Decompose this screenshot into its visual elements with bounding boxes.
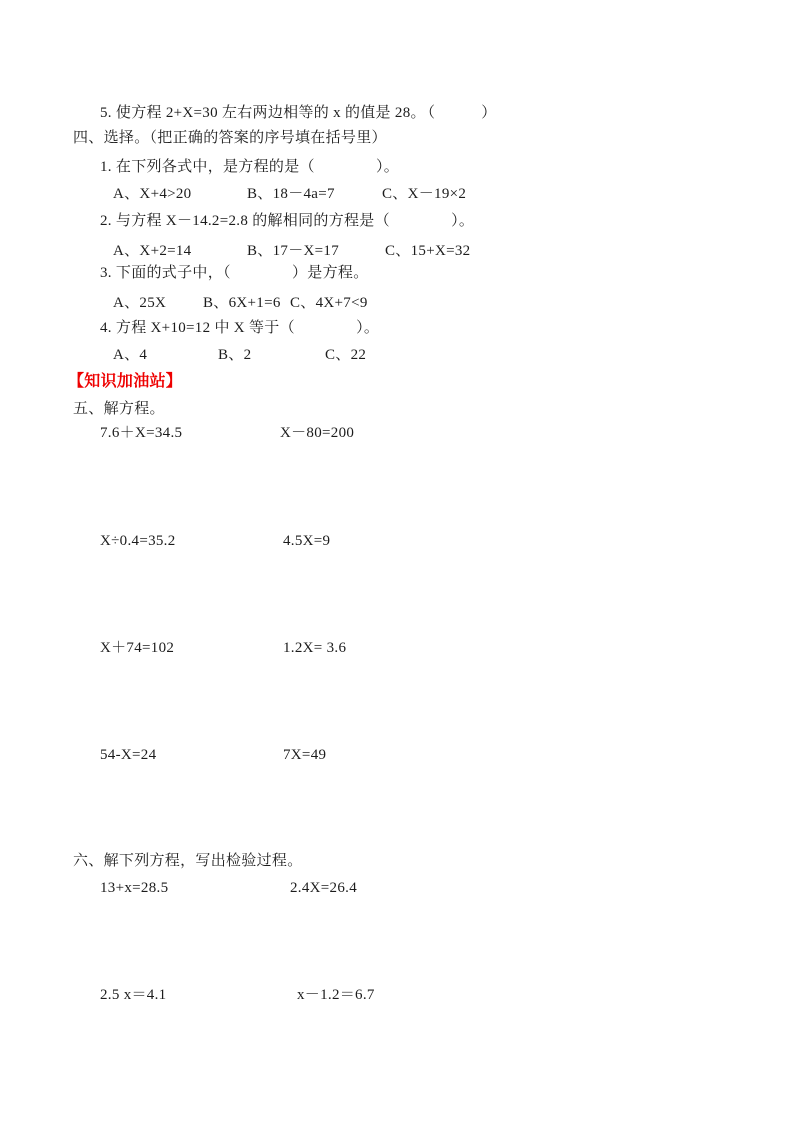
equation-6-1-left: 13+x=28.5 bbox=[100, 880, 169, 896]
question-4-option-c: C、22 bbox=[325, 347, 367, 363]
equation-5-1-right: X－80=200 bbox=[280, 425, 355, 441]
question-1-option-a: A、X+4>20 bbox=[113, 186, 192, 202]
choice-question-4-text: 4. 方程 X+10=12 中 X 等于（ ）。 bbox=[100, 320, 380, 336]
equation-6-2-left: 2.5 x＝4.1 bbox=[100, 987, 167, 1003]
question-2-option-b: B、17－X=17 bbox=[247, 243, 339, 259]
equation-5-2-left: X÷0.4=35.2 bbox=[100, 533, 176, 549]
question-1-option-c: C、X－19×2 bbox=[382, 186, 467, 202]
question-4-option-a: A、4 bbox=[113, 347, 148, 363]
knowledge-station-banner: 【知识加油站】 bbox=[68, 373, 183, 390]
section-six-heading: 六、解下列方程，写出检验过程。 bbox=[73, 853, 303, 869]
question-3-option-a: A、25X bbox=[113, 295, 167, 311]
choice-question-3-text: 3. 下面的式子中，（ ）是方程。 bbox=[100, 265, 369, 281]
equation-6-1-right: 2.4X=26.4 bbox=[290, 880, 357, 896]
choice-question-2-text: 2. 与方程 X－14.2=2.8 的解相同的方程是（ ）。 bbox=[100, 213, 475, 229]
equation-5-4-left: 54-X=24 bbox=[100, 747, 157, 763]
section-five-heading: 五、解方程。 bbox=[73, 401, 165, 417]
judge-item-5-answer-bracket: （ ） bbox=[420, 105, 497, 121]
question-3-option-c: C、4X+7<9 bbox=[290, 295, 368, 311]
question-2-option-a: A、X+2=14 bbox=[113, 243, 192, 259]
equation-5-4-right: 7X=49 bbox=[283, 747, 327, 763]
equation-5-3-left: X＋74=102 bbox=[100, 640, 175, 656]
equation-5-3-right: 1.2X= 3.6 bbox=[283, 640, 347, 656]
question-1-option-b: B、18－4a=7 bbox=[247, 186, 335, 202]
equation-5-2-right: 4.5X=9 bbox=[283, 533, 331, 549]
question-4-option-b: B、2 bbox=[218, 347, 252, 363]
equation-5-1-left: 7.6＋X=34.5 bbox=[100, 425, 183, 441]
choice-question-1-text: 1. 在下列各式中，是方程的是（ ）。 bbox=[100, 159, 400, 175]
question-2-option-c: C、15+X=32 bbox=[385, 243, 471, 259]
judge-item-5-text: 5. 使方程 2+X=30 左右两边相等的 x 的值是 28。 bbox=[100, 105, 426, 121]
question-3-option-b: B、6X+1=6 bbox=[203, 295, 281, 311]
section-four-heading: 四、选择。（把正确的答案的序号填在括号里） bbox=[73, 130, 387, 146]
equation-6-2-right: x－1.2＝6.7 bbox=[297, 987, 375, 1003]
